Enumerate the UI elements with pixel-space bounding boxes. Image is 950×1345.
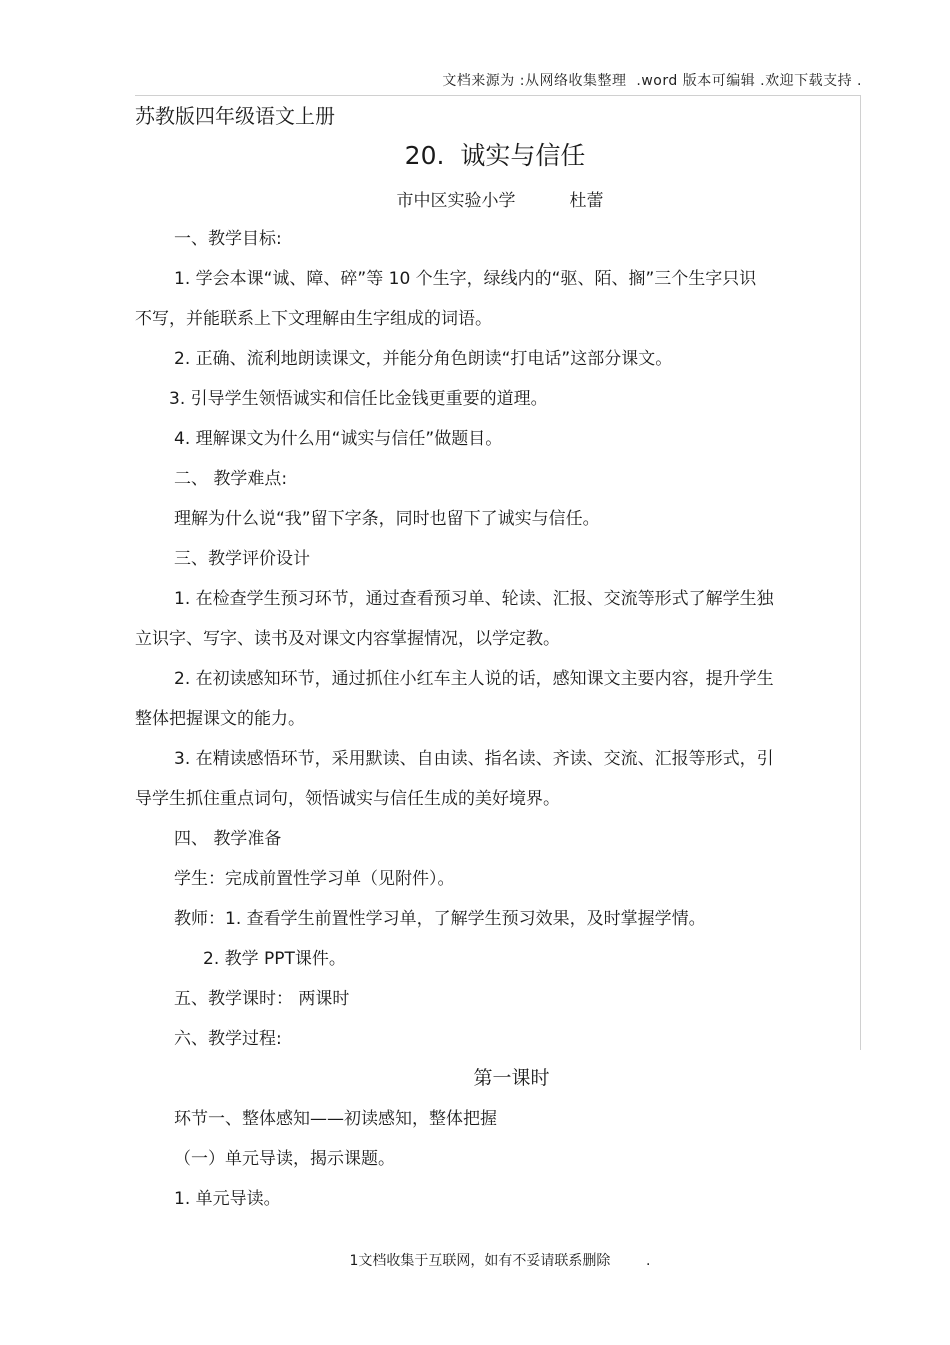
section-heading: 第一课时 [473,1067,550,1089]
evaluation-1-line-1: 1. 在检查学生预习环节，通过查看预习单、轮读、汇报、交流等形式了解学生独 [174,589,774,609]
preparation-student: 学生：完成前置性学习单（见附件）。 [174,869,455,889]
stage-1-substep-1: 1. 单元导读。 [174,1189,281,1209]
class-hours: 五、教学课时： 两课时 [174,989,350,1009]
author-line [0,186,950,211]
preparation-teacher-2: 2. 教学 PPT课件。 [203,949,346,969]
margin-divider [860,95,861,1050]
preparation-teacher-1: 教师：1. 查看学生前置性学习单，了解学生预习效果，及时掌握学情。 [174,909,706,929]
goal-2: 2. 正确、流利地朗读课文，并能分角色朗读“打电话”这部分课文。 [174,349,673,369]
preparation-heading: 四、 教学准备 [174,829,282,849]
goal-1-line-2: 不写，并能联系上下文理解由生字组成的词语。 [135,309,492,329]
stage-1-step-1: （一）单元导读，揭示课题。 [174,1149,395,1169]
stage-1-heading: 环节一、整体感知——初读感知，整体把握 [174,1109,497,1129]
footer-note: 1文档收集于互联网，如有不妥请联系删除 . [349,1253,651,1269]
lesson-title: 20. 诚实与信任 [404,141,586,170]
header-source-note: 文档来源为 :从网络收集整理 .word 版本可编辑 .欢迎下载支持 . [442,73,862,89]
difficulty-text: 理解为什么说“我”留下字条，同时也留下了诚实与信任。 [174,509,600,529]
school-name: 市中区实验小学 [396,191,516,211]
evaluation-3-line-1: 3. 在精读感悟环节，采用默读、自由读、指名读、齐读、交流、汇报等形式，引 [174,749,774,769]
evaluation-2-line-2: 整体把握课文的能力。 [135,709,305,729]
goal-3: 3. 引导学生领悟诚实和信任比金钱更重要的道理。 [169,389,548,409]
evaluation-3-line-2: 导学生抓住重点词句，领悟诚实与信任生成的美好境界。 [135,789,560,809]
difficulty-heading: 二、 教学难点: [174,469,288,489]
process-heading: 六、教学过程: [174,1029,282,1049]
book-title: 苏教版四年级语文上册 [135,104,335,128]
evaluation-1-line-2: 立识字、写字、读书及对课文内容掌握情况，以学定教。 [135,629,560,649]
evaluation-2-line-1: 2. 在初读感知环节，通过抓住小红车主人说的话，感知课文主要内容，提升学生 [174,669,774,689]
evaluation-heading: 三、教学评价设计 [174,549,310,569]
header-divider [135,95,861,96]
goal-4: 4. 理解课文为什么用“诚实与信任”做题目。 [174,429,503,449]
author-name: 杜蕾 [569,191,604,211]
goals-heading: 一、教学目标: [174,229,282,249]
goal-1-line-1: 1. 学会本课“诚、障、碎”等 10 个生字，绿线内的“驱、陌、搁”三个生字只识 [174,269,757,289]
